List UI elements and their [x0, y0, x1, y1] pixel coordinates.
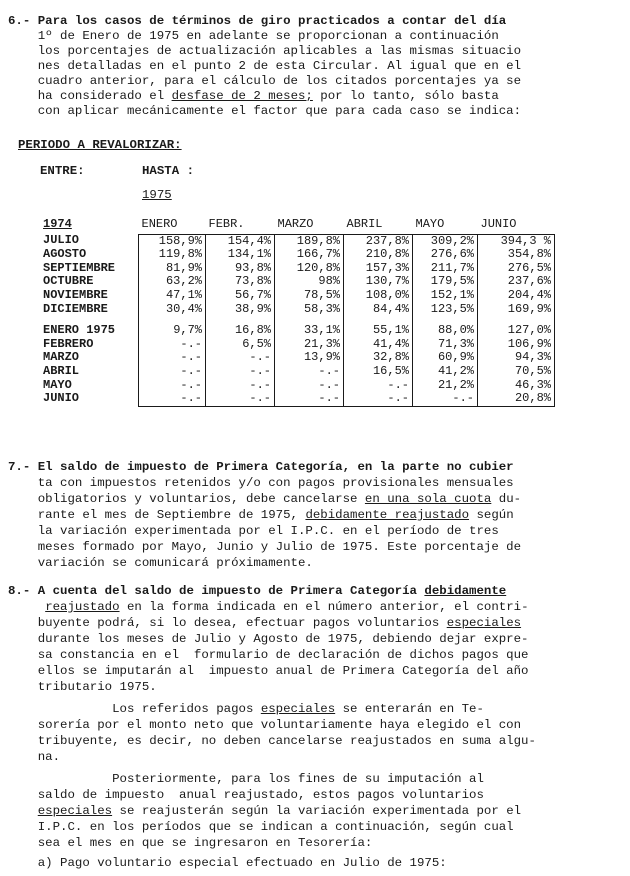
- table-cell: 106,9%: [478, 338, 555, 352]
- text-line: [8, 492, 521, 507]
- underlined-phrase: debidamente: [424, 584, 507, 598]
- row-label: ABRIL: [43, 363, 80, 378]
- table-cell: 84,4%: [344, 303, 413, 317]
- table-cell: -.-: [344, 392, 413, 406]
- table-cell: 204,4%: [478, 289, 555, 303]
- table-cell: 94,3%: [478, 351, 555, 365]
- text-line: meses formado por Mayo, Junio y Julio de 1975. Este porcentaje de: [8, 540, 522, 554]
- text-line: ellos se imputarán al impuesto anual de Primera Categoría del año: [8, 664, 529, 678]
- row-label: FEBRERO: [43, 336, 94, 351]
- table-cell: 237,6%: [478, 275, 555, 289]
- table-row: [40, 324, 555, 338]
- table-cell: 56,7%: [206, 289, 275, 303]
- text-span: buyente podrá, si lo desea, efectuar pagos voluntarios: [8, 616, 447, 630]
- text-line: Posteriormente, para los fines de su imputación al: [8, 772, 484, 786]
- table-cell: 38,9%: [206, 303, 275, 317]
- table-cell: -.-: [206, 392, 275, 406]
- text-span: Los referidos pagos: [8, 702, 261, 716]
- text-line: 6.- Para los casos de términos de giro practicados a contar del día: [8, 14, 507, 28]
- text-span: se reajusterán según la variación experimentada por el: [112, 804, 522, 818]
- text-line: I.P.C. en los períodos que se indican a continuación, según cual: [8, 820, 514, 834]
- table-cell: 60,9%: [413, 351, 478, 365]
- hasta-label: HASTA :: [142, 164, 195, 178]
- text-span: 8.- A cuenta del saldo de impuesto de Primera Categoría: [8, 584, 425, 598]
- row-label: OCTUBRE: [43, 274, 94, 289]
- table-row: [40, 289, 555, 303]
- text-line: na.: [8, 750, 61, 764]
- text-span: según: [469, 508, 514, 522]
- text-line: los porcentajes de actualización aplicables a las mismas situacio: [8, 44, 522, 58]
- text-span: por lo tanto, sólo basta: [312, 89, 499, 103]
- row-label: AGOSTO: [43, 247, 87, 262]
- table-cell: -.-: [413, 392, 478, 406]
- table-row: [40, 303, 555, 317]
- text-span: rante el mes de Septiembre de 1975,: [8, 508, 306, 522]
- table-row: [40, 275, 555, 289]
- month-header: ABRIL: [346, 217, 383, 231]
- underlined-phrase: especiales: [37, 804, 113, 818]
- table-cell: 71,3%: [413, 338, 478, 352]
- table-cell: 16,8%: [206, 324, 275, 338]
- table-cell: 55,1%: [344, 324, 413, 338]
- table-cell: 237,8%: [344, 234, 413, 248]
- row-label: SEPTIEMBRE: [43, 260, 116, 275]
- underlined-phrase: debidamente reajustado: [305, 508, 470, 522]
- text-line: saldo de impuesto anual reajustado, estos pagos voluntarios: [8, 788, 484, 802]
- row-label: MAYO: [43, 377, 72, 392]
- table-cell: 63,2%: [139, 275, 206, 289]
- month-header: ENERO: [141, 217, 178, 231]
- table-cell: -.-: [344, 379, 413, 393]
- table-cell: 154,4%: [206, 234, 275, 248]
- item-a: a) Pago voluntario especial efectuado en Julio de 1975:: [8, 856, 447, 870]
- row-spacer: [40, 316, 555, 324]
- text-line: [8, 508, 514, 523]
- text-line: nes detalladas en el punto 2 de esta Circular. Al igual que en el: [8, 59, 522, 73]
- table-cell: 166,7%: [275, 248, 344, 262]
- table-cell: -.-: [206, 379, 275, 393]
- table-cell: 134,1%: [206, 248, 275, 262]
- table-cell: 394,3 %: [478, 234, 555, 248]
- table-cell: -.-: [275, 365, 344, 379]
- table-cell: 130,7%: [344, 275, 413, 289]
- table-cell: 46,3%: [478, 379, 555, 393]
- table-cell: 9,7%: [139, 324, 206, 338]
- table-row: [40, 351, 555, 365]
- table-cell: 16,5%: [344, 365, 413, 379]
- underlined-phrase: desfase de 2 meses;: [171, 89, 313, 103]
- table-cell: 123,5%: [413, 303, 478, 317]
- month-header: MAYO: [415, 217, 445, 231]
- table-cell: -.-: [206, 351, 275, 365]
- table-cell: 119,8%: [139, 248, 206, 262]
- table-row: [40, 234, 555, 248]
- table-cell: -.-: [275, 392, 344, 406]
- table-cell: 93,8%: [206, 262, 275, 276]
- text-line: tribuyente, es decir, no deben cancelarse reajustados en suma algu-: [8, 734, 536, 748]
- table-cell: 211,7%: [413, 262, 478, 276]
- text-line: 1º de Enero de 1975 en adelante se proporcionan a continuación: [8, 29, 499, 43]
- underlined-phrase: en una sola cuota: [364, 492, 492, 506]
- table-cell: 276,6%: [413, 248, 478, 262]
- table-cell: 21,2%: [413, 379, 478, 393]
- row-label: NOVIEMBRE: [43, 287, 108, 302]
- table-row: [40, 365, 555, 379]
- text-line: sea el mes en que se ingresaron en Tesorería:: [8, 836, 373, 850]
- month-header: FEBR.: [208, 217, 245, 231]
- text-line: 7.- El saldo de impuesto de Primera Categoría, en la parte no cubier: [8, 460, 514, 474]
- row-label: JUNIO: [43, 391, 80, 406]
- table-cell: 47,1%: [139, 289, 206, 303]
- text-line: [8, 89, 499, 104]
- table-cell: -.-: [275, 379, 344, 393]
- table-cell: 21,3%: [275, 338, 344, 352]
- table-cell: 120,8%: [275, 262, 344, 276]
- table-cell: 6,5%: [206, 338, 275, 352]
- text-span: [8, 804, 38, 818]
- periodo-title: PERIODO A REVALORIZAR:: [18, 138, 182, 152]
- month-header: JUNIO: [480, 217, 517, 231]
- underlined-phrase: especiales: [260, 702, 336, 716]
- text-line: la variación experimentada por el I.P.C. en el período de tres: [8, 524, 499, 538]
- text-span: se enterarán en Te-: [335, 702, 484, 716]
- table-cell: 309,2%: [413, 234, 478, 248]
- table-cell: -.-: [206, 365, 275, 379]
- text-line: [8, 804, 521, 819]
- table-cell: 127,0%: [478, 324, 555, 338]
- table-cell: 70,5%: [478, 365, 555, 379]
- row-label: MARZO: [43, 350, 80, 365]
- year-header: 1974: [43, 217, 72, 232]
- text-line: tributario 1975.: [8, 680, 157, 694]
- table-cell: 58,3%: [275, 303, 344, 317]
- table-cell: 169,9%: [478, 303, 555, 317]
- table-row: [40, 379, 555, 393]
- table-cell: -.-: [139, 365, 206, 379]
- month-header: MARZO: [277, 217, 314, 231]
- table-row: [40, 248, 555, 262]
- text-line: durante los meses de Julio y Agosto de 1975, debiendo dejar expre-: [8, 632, 529, 646]
- underlined-phrase: reajustado: [45, 600, 120, 614]
- table-cell: 158,9%: [139, 234, 206, 248]
- table-cell: 33,1%: [275, 324, 344, 338]
- table-row: [40, 392, 555, 406]
- table-cell: 189,8%: [275, 234, 344, 248]
- text-line: [8, 600, 529, 615]
- table-cell: 20,8%: [478, 392, 555, 406]
- table-cell: 354,8%: [478, 248, 555, 262]
- table-cell: 41,4%: [344, 338, 413, 352]
- table-cell: -.-: [139, 379, 206, 393]
- text-span: du-: [491, 492, 522, 506]
- text-line: [8, 702, 484, 717]
- table-cell: 108,0%: [344, 289, 413, 303]
- table-cell: 157,3%: [344, 262, 413, 276]
- hasta-year: 1975: [142, 188, 172, 202]
- text-line: [8, 616, 521, 631]
- table-cell: -.-: [139, 351, 206, 365]
- table-cell: 98%: [275, 275, 344, 289]
- entre-label: ENTRE:: [40, 164, 85, 178]
- row-label: JULIO: [43, 233, 80, 248]
- table-cell: 276,5%: [478, 262, 555, 276]
- table-cell: -.-: [139, 338, 206, 352]
- table-row: [40, 262, 555, 276]
- rates-table: [40, 218, 555, 407]
- table-row: [40, 338, 555, 352]
- table-cell: -.-: [139, 392, 206, 406]
- table-cell: 81,9%: [139, 262, 206, 276]
- text-line: sorería por el monto neto que voluntariamente haya elegido el con: [8, 718, 522, 732]
- text-span: obligatorios y voluntarios, debe cancelarse: [8, 492, 365, 506]
- table-cell: 32,8%: [344, 351, 413, 365]
- row-label: ENERO 1975: [43, 323, 116, 338]
- table-cell: 88,0%: [413, 324, 478, 338]
- text-line: [8, 584, 506, 599]
- text-line: variación se comunicará próximamente.: [8, 556, 313, 570]
- table-cell: 13,9%: [275, 351, 344, 365]
- table-cell: 73,8%: [206, 275, 275, 289]
- text-line: cuadro anterior, para el cálculo de los citados porcentajes ya se: [8, 74, 522, 88]
- text-span: en la forma indicada en el número anterior, el contri-: [119, 600, 529, 614]
- table-cell: 41,2%: [413, 365, 478, 379]
- text-line: ta con impuestos retenidos y/o con pagos provisionales mensuales: [8, 476, 514, 490]
- table-cell: 210,8%: [344, 248, 413, 262]
- table-cell: 30,4%: [139, 303, 206, 317]
- table-cell: 152,1%: [413, 289, 478, 303]
- underlined-phrase: especiales: [446, 616, 522, 630]
- table-cell: 179,5%: [413, 275, 478, 289]
- text-span: ha considerado el: [8, 89, 172, 103]
- table-cell: 78,5%: [275, 289, 344, 303]
- text-line: con aplicar mecánicamente el factor que para cada caso se indica:: [8, 104, 522, 118]
- row-label: DICIEMBRE: [43, 301, 108, 316]
- text-line: sa constancia en el formulario de declaración de dichos pagos que: [8, 648, 529, 662]
